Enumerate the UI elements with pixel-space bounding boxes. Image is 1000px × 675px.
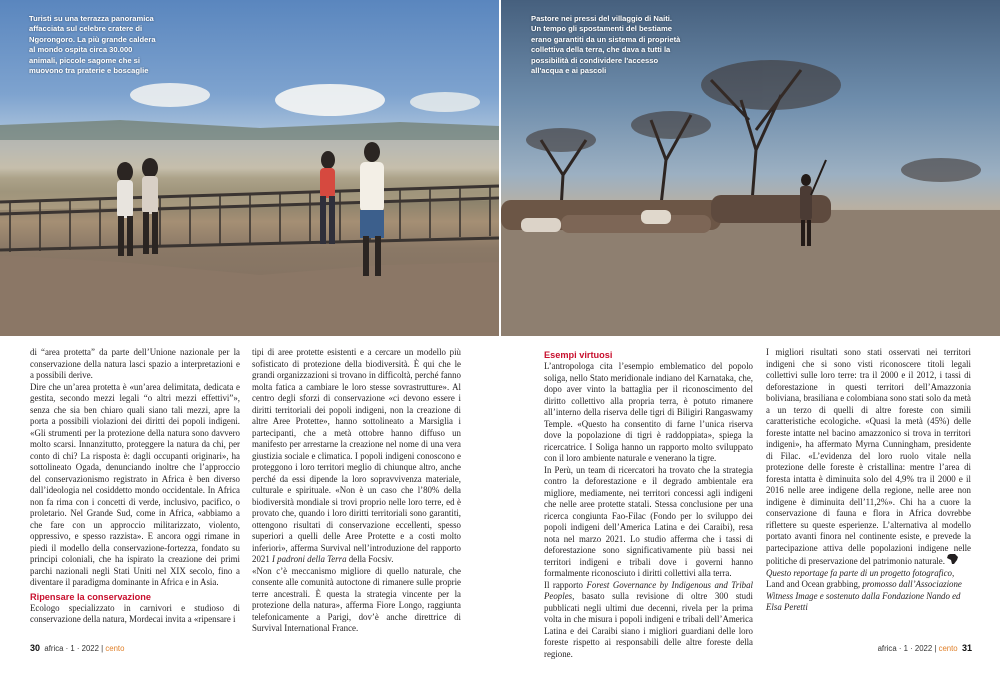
africa-end-mark-icon (947, 554, 959, 565)
paragraph: L’antropologa cita l’esempio emblematico del popolo soliga, nello Stato meridionale indiano del Karnataka, che, dopo aver vinto la battaglia per il riconoscimento del diritto collettivo alla propria terra, è potuto rimanere all’interno della riserva delle tigri di Biligiri Rangaswamy Temple. «Questo ha consentito di farne l’unica riserva dove la popolazione di tigri è raddoppiata», spiega la ricercatrice. I Soliga hanno un rapporto molto sviluppato con il loro ambiente naturale e venerano la tigre. (544, 361, 753, 463)
paragraph-text: della Focsiv. (346, 554, 394, 564)
text-column-1 (30, 347, 240, 626)
credit-text: Questo reportage fa parte di un progetto fotografico, (766, 567, 955, 578)
footer-issue: africa · 1 · 2022 | (44, 644, 106, 653)
photo-credit (766, 568, 971, 614)
photo-caption-left: Turisti su una terrazza panoramica affacciata sul celebre cratere di Ngorongoro. La più grande caldera al mondo ospita circa 30.000 animali, piccole sagome che si muovono tra praterie e boscaglie (29, 14, 156, 76)
section-heading: Esempi virtuosi (544, 350, 613, 360)
page-number: 30 (30, 643, 41, 653)
text-column-2 (252, 347, 461, 635)
paragraph-text: Il rapporto (544, 579, 587, 590)
paragraph: «Non c’è meccanismo migliore di quello naturale, che consente alle comunità autoctone di rimanere sulle proprie terre ancestrali. È questa la strategia vincente per la protezione della natura», afferma Fiore Longo, raggiunta telefonicamente a Parigi, dov’è anche direttrice di Survival International France. (252, 565, 461, 633)
footer-left (30, 643, 124, 653)
paragraph: Ecologo specializzato in carnivori e studioso di conservazione della natura, Mordecai invita a «ripensare i (30, 602, 240, 624)
photo-caption-right: Pastore nei pressi del villaggio di Naiti. Un tempo gli spostamenti del bestiame erano garantiti da un sistema di proprietà collettiva della terra, che dava a tutti la possibilità di condividere l'accesso all'acqua e ai pascoli (531, 14, 681, 76)
text-column-4 (766, 347, 971, 614)
paragraph: In Perù, un team di ricercatori ha trovato che la strategia contro la deforestazione e il degrado ambientale era migliore, mediamente, nei territori concessi agli indigeni che nelle aree protette statali. Stessa conclusione per una ricerca congiunta Fao-Filac (Fondo per lo sviluppo dei popoli indigeni dell’America Latina e dei Caraibi), resa nota nel marzo 2021. Lo studio afferma che i tassi di deforestazione sono significativamente più bassi nei territori indigeni e tribali dove i governi hanno formalmente riconosciuto i diritti collettivi alla terra. (544, 464, 753, 578)
paragraph-text: tipi di aree protette esistenti e a cercare un modello più sofisticato di protezione della biodiversità. È qui che le grandi organizzazioni si trovano in difficoltà, perché fanno molta fatica a cambiare le loro stesse sovrastrutture». Al centro degli sforzi di conservazione «ci devono essere i diritti territoriali dei popoli indigeni, non la creazione di altre Aree Protette», hanno sottolineato a Marsiglia i partecipanti, che a metà ottobre hanno diffuso un manifesto per arrestarne la creazione nel nome di una vera giustizia sociale e climatica. I popoli indigeni conoscono e proteggono i loro territori meglio di chiunque altro, anche perché da essi dipende la loro sopravvivenza materiale, culturale e spirituale. «Non è un caso che l’80% della biodiversità mondiale si trovi proprio nelle loro terre, ed è provato che, quando i loro diritti territoriali sono garantiti, ottengono risultati di conservazione eccellenti, spesso superiori a quelli delle Aree Protette e a costi molto inferiori», afferma Survival nell’introduzione del rapporto 2021 (252, 347, 461, 564)
text-column-3 (544, 347, 753, 660)
section-heading: Ripensare la conservazione (30, 591, 152, 602)
footer-right (878, 643, 972, 653)
report-title: Forest Governance by Indigenous and Tribal Peoples (544, 579, 753, 601)
footer-brand: cento (105, 644, 125, 653)
paragraph (766, 347, 971, 568)
paragraph (252, 347, 461, 566)
paragraph-text: I migliori risultati sono stati osservati nei territori indigeni che si sono visti riconoscere titoli legali collettivi sulle loro terre: tra il 2000 e il 2012, i tassi di deforestazione in questi territori dell’Amazzonia boliviana, brasiliana e colombiana sono stati solo da metà a un terzo di quelli di altre foreste con simili caratteristiche ecologiche. «Quasi la metà (45%) delle foreste intatte nel bacino amazzonico si trova in territori indigeni», ha affermato Myrna Cunningham, presidente di Filac. «L’evidenza del loro ruolo vitale nella protezione delle foreste è cristallina: mentre l’area di foresta intatta è diminuita solo del 4,9% tra il 2000 e il 2016 nelle aree indigene della regione, nelle aree non indigene è diminuita dell’11,2%». Chi ha a cuore la conservazione di fauna e flora in Africa dovrebbe riflettere su queste esperienze. L’alternativa al modello portato avanti finora nel continente esiste, e prevede la partecipazione attiva delle popolazioni indigene nelle politiche di preservazione del patrimonio naturale. (766, 347, 971, 566)
paragraph (544, 580, 753, 661)
report-title: I padroni della Terra (271, 554, 347, 564)
paragraph: di “area protetta” da parte dell’Unione nazionale per la conservazione della natura lasci spazio a interpretazioni e a possibili derive. (30, 347, 240, 380)
project-title: Land and Ocean grabbing (766, 579, 858, 589)
paragraph-text: , basato sulla revisione di oltre 300 studi pubblicati negli ultimi due decenni, rivela per la prima volta in che misura i popoli indigeni e tribali dell’America Latina e dei Caraibi siano i migliori guardiani delle loro foreste rispetto ai responsabili delle altre foreste della regione. (544, 591, 753, 659)
credit-text: , promosso dall’Associazione Witness Image e sostenuto dalla Fondazione Nando ed Elsa Peretti (766, 579, 962, 612)
footer-brand: cento (938, 644, 958, 653)
page-number: 31 (961, 643, 972, 653)
paragraph: Dire che un’area protetta è «un’area delimitata, dedicata e gestita, secondo mezzi legali “o altri mezzi effettivi”», senza che sia ben chiaro quali siano tali mezzi, apre la porta a possibili violazioni dei diritti dei popoli indigeni. «Gli strumenti per la protezione della natura sono davvero molto scarsi. Innanzitutto, proteggere la natura da chi, per conto di chi? La risposta è: dagli occupanti originari», ha sottolineato Ogada, denunciando inoltre che l’approccio del conservazionismo registrato in Africa è ben diverso dall’ideologia nel cosiddetto mondo occidentale. In Africa non fa rima con i concetti di verde, inclusivo, pacifico, o proletario. Nel Grande Sud, come in Africa, «abbiamo a che fare con un approccio militarizzato, violento, oppressivo, e spesso razzista». E ancora oggi rimane in piedi il modello della conservazione-fortezza, fondato su principi coloniali, che ha ispirato la creazione dei primi parchi nazionali negli Stati Uniti nel XIX secolo, fino a diventare il paradigma dominante in Africa e in Asia. (30, 381, 240, 587)
footer-issue: africa · 1 · 2022 | (877, 644, 939, 653)
